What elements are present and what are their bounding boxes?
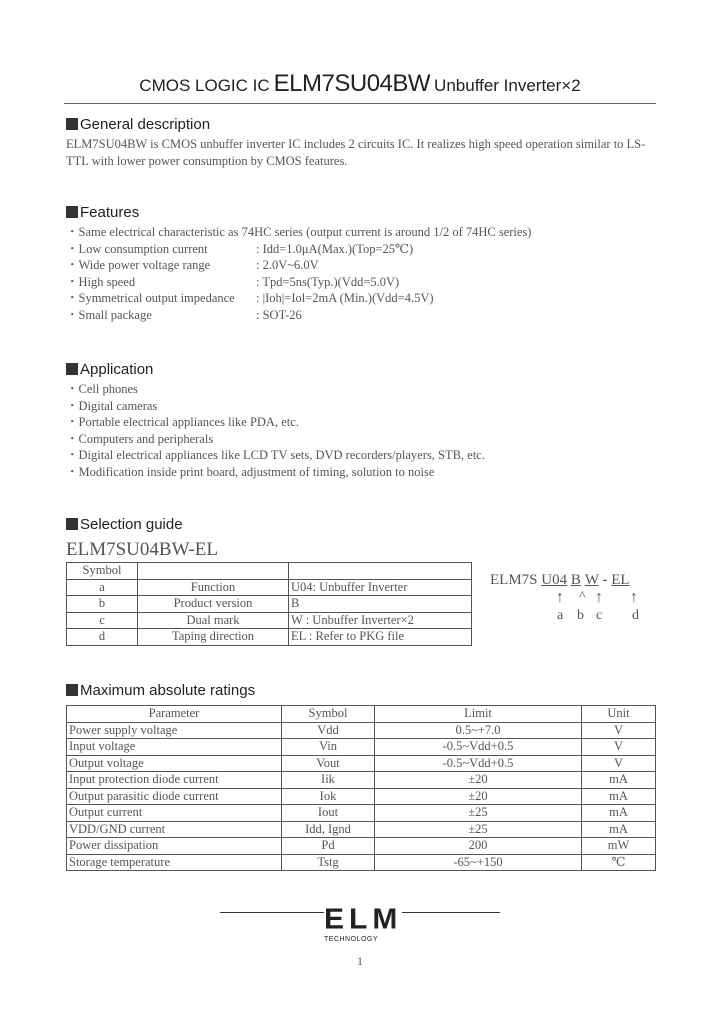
table-cell: d (67, 629, 138, 646)
page-number: 1 (357, 954, 363, 968)
table-header-row (67, 706, 656, 723)
table-cell: ±25 (375, 805, 582, 822)
table-cell: Tstg (282, 854, 375, 871)
table-cell: c (67, 612, 138, 629)
title-prefix: CMOS LOGIC IC (139, 76, 270, 95)
table-header-cell: Parameter (67, 706, 282, 723)
part-code-diagram: ELM7S U04 B W - EL (490, 572, 630, 588)
application-list (66, 381, 658, 480)
table-cell: ±25 (375, 821, 582, 838)
table-cell: -65~+150 (375, 854, 582, 871)
title-suffix: Unbuffer Inverter×2 (434, 76, 581, 95)
feature-item: ・Same electrical characteristic as 74HC series (output current is around 1/2 of 74HC series) (66, 225, 532, 239)
ratings-table (66, 705, 656, 871)
table-cell: Function (138, 579, 289, 596)
table-cell: Vin (282, 739, 375, 756)
table-cell: b (67, 596, 138, 613)
table-header-cell: Symbol (67, 563, 138, 580)
table-cell: Vout (282, 755, 375, 772)
title-part-number: ELM7SU04BW (273, 70, 431, 97)
application-heading: Application (66, 361, 153, 378)
table-cell: VDD/GND current (67, 821, 282, 838)
ratings-heading: Maximum absolute ratings (66, 682, 255, 699)
table-row (67, 722, 656, 739)
general-text: ELM7SU04BW is CMOS unbuffer inverter IC includes 2 circuits IC. It realizes high speed operation similar to LS-TTL with lower power consumption by CMOS features. (66, 137, 646, 168)
code-letter-d: d (632, 608, 639, 623)
bullet-square-icon (66, 684, 78, 696)
table-cell: mA (582, 821, 656, 838)
table-cell: ℃ (582, 854, 656, 871)
application-item: ・Portable electrical appliances like PDA, etc. (66, 415, 299, 429)
table-cell: mA (582, 788, 656, 805)
table-cell: ±20 (375, 788, 582, 805)
table-row (67, 805, 656, 822)
table-row (67, 612, 472, 629)
title-rule (64, 103, 656, 104)
code-letter-c: c (596, 608, 603, 623)
table-cell: Input voltage (67, 739, 282, 756)
table-header-cell: Symbol (282, 706, 375, 723)
table-cell: Power dissipation (67, 838, 282, 855)
table-row (67, 596, 472, 613)
application-item: ・Modification inside print board, adjustment of timing, solution to noise (66, 464, 435, 479)
table-cell: 0.5~+7.0 (375, 722, 582, 739)
table-row (67, 788, 656, 805)
table-cell: Dual mark (138, 612, 289, 629)
table-header-cell: Limit (375, 706, 582, 723)
application-item: ・Computers and peripherals (66, 431, 214, 446)
table-cell: Taping direction (138, 629, 289, 646)
table-cell: Pd (282, 838, 375, 855)
bullet-square-icon (66, 206, 78, 218)
table-cell: Vdd (282, 722, 375, 739)
bullet-square-icon (66, 518, 78, 530)
table-cell: Power supply voltage (67, 722, 282, 739)
table-cell: mA (582, 805, 656, 822)
application-item: ・Digital cameras (66, 398, 158, 413)
feature-item: ・Small package : SOT-26 (66, 307, 302, 322)
logo-text: ELM (324, 903, 403, 936)
table-cell: V (582, 722, 656, 739)
table-cell: V (582, 755, 656, 772)
table-cell: Iok (282, 788, 375, 805)
table-cell: ±20 (375, 772, 582, 789)
application-item: ・Digital electrical appliances like LCD TV sets, DVD recorders/players, STB, etc. (66, 448, 485, 462)
document-title (0, 70, 720, 98)
table-cell: -0.5~Vdd+0.5 (375, 739, 582, 756)
table-cell: Output current (67, 805, 282, 822)
selection-part-number: ELM7SU04BW-EL (66, 539, 218, 560)
table-cell: 200 (375, 838, 582, 855)
table-cell: Output parasitic diode current (67, 788, 282, 805)
table-cell: EL : Refer to PKG file (289, 629, 472, 646)
table-cell: Output voltage (67, 755, 282, 772)
table-cell: Input protection diode current (67, 772, 282, 789)
table-row (67, 579, 472, 596)
table-cell: B (289, 596, 472, 613)
code-letter-b: b (577, 608, 584, 623)
bullet-square-icon (66, 118, 78, 130)
table-row (67, 772, 656, 789)
table-row (67, 563, 472, 580)
table-cell: Iout (282, 805, 375, 822)
table-cell: V (582, 739, 656, 756)
feature-item: ・Low consumption current : Idd=1.0μA(Max.)(Top=25℃) (66, 241, 414, 256)
arrow-up-icon: ↑ (556, 589, 564, 606)
table-cell: Product version (138, 596, 289, 613)
arrow-up-icon: ↑ (630, 589, 638, 606)
table-cell: Iik (282, 772, 375, 789)
table-cell: U04: Unbuffer Inverter (289, 579, 472, 596)
table-row (67, 838, 656, 855)
feature-item: ・High speed : Tpd=5ns(Typ.)(Vdd=5.0V) (66, 274, 400, 289)
table-row (67, 821, 656, 838)
application-item: ・Cell phones (66, 382, 138, 396)
table-cell: Storage temperature (67, 854, 282, 871)
table-cell: -0.5~Vdd+0.5 (375, 755, 582, 772)
table-cell: W : Unbuffer Inverter×2 (289, 612, 472, 629)
feature-item: ・Symmetrical output impedance : |Ioh|=Iol=2mA (Min.)(Vdd=4.5V) (66, 291, 434, 305)
caret-up-icon: ^ (579, 589, 586, 604)
table-cell: mW (582, 838, 656, 855)
elm-logo (324, 905, 402, 945)
arrow-up-icon: ↑ (595, 589, 603, 606)
selection-table (66, 562, 472, 646)
table-cell: Idd, Ignd (282, 821, 375, 838)
features-list (66, 224, 658, 323)
table-header-cell: Unit (582, 706, 656, 723)
feature-item: ・Wide power voltage range : 2.0V~6.0V (66, 258, 319, 272)
features-heading: Features (66, 204, 139, 221)
table-row (67, 739, 656, 756)
table-cell: a (67, 579, 138, 596)
table-row (67, 854, 656, 871)
code-letter-a: a (557, 608, 564, 623)
table-cell: mA (582, 772, 656, 789)
general-heading: General description (66, 116, 210, 133)
table-row (67, 755, 656, 772)
logo-tagline: TECHNOLOGY (324, 936, 379, 943)
selection-heading: Selection guide (66, 516, 183, 533)
table-row (67, 629, 472, 646)
bullet-square-icon (66, 363, 78, 375)
